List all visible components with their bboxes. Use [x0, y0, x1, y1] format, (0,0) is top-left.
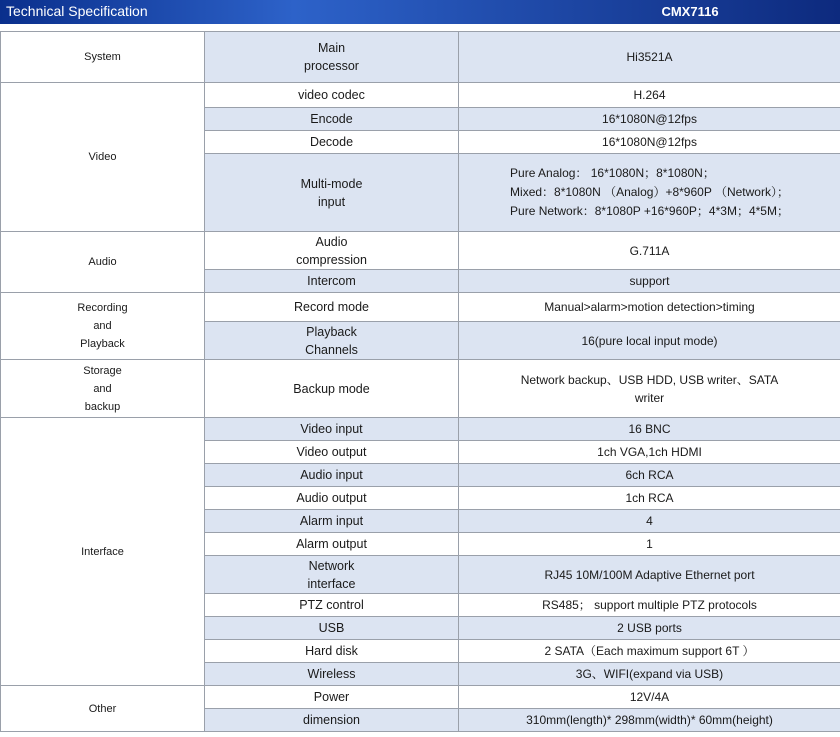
item-cell: Hard disk — [205, 640, 459, 663]
header-title: Technical Specification — [6, 3, 148, 19]
value-cell — [459, 154, 840, 232]
item-cell: Playback Channels — [205, 322, 459, 360]
value-cell: Network backup、USB HDD, USB writer、SATA writer — [459, 360, 840, 418]
value-cell: 1ch RCA — [459, 487, 840, 510]
item-cell: Alarm input — [205, 510, 459, 533]
item-cell: Intercom — [205, 270, 459, 293]
value-cell: RS485； support multiple PTZ protocols — [459, 594, 840, 617]
value-cell: H.264 — [459, 83, 840, 108]
value-cell: 12V/4A — [459, 686, 840, 709]
item-cell: Backup mode — [205, 360, 459, 418]
value-cell: Hi3521A — [459, 32, 840, 83]
spec-table — [0, 31, 840, 732]
item-cell: video codec — [205, 83, 459, 108]
table-row — [1, 32, 840, 83]
value-cell: RJ45 10M/100M Adaptive Ethernet port — [459, 556, 840, 594]
item-cell: Alarm output — [205, 533, 459, 556]
item-cell: Encode — [205, 108, 459, 131]
item-cell: Video output — [205, 441, 459, 464]
table-row — [1, 293, 840, 322]
item-cell: Power — [205, 686, 459, 709]
item-cell: Audio output — [205, 487, 459, 510]
item-cell: USB — [205, 617, 459, 640]
value-cell: 16 BNC — [459, 418, 840, 441]
multi-mode-line: Mixed：8*1080N （Analog）+8*960P （Network）； — [510, 185, 789, 199]
value-cell: 16(pure local input mode) — [459, 322, 840, 360]
item-cell: Video input — [205, 418, 459, 441]
category-cell: Storage and backup — [1, 360, 205, 418]
item-cell: Audio input — [205, 464, 459, 487]
value-cell: 16*1080N@12fps — [459, 131, 840, 154]
item-cell: PTZ control — [205, 594, 459, 617]
item-cell: Main processor — [205, 32, 459, 83]
value-cell: 1 — [459, 533, 840, 556]
category-cell: Other — [1, 686, 205, 732]
item-cell: Network interface — [205, 556, 459, 594]
multi-mode-line: Pure Network：8*1080P +16*960P；4*3M；4*5M； — [510, 204, 789, 218]
table-row — [1, 360, 840, 418]
table-row — [1, 686, 840, 709]
value-cell: 1ch VGA,1ch HDMI — [459, 441, 840, 464]
value-cell: 3G、WIFI(expand via USB) — [459, 663, 840, 686]
model-name: CMX7116 — [661, 4, 719, 19]
value-cell: 4 — [459, 510, 840, 533]
item-cell: Record mode — [205, 293, 459, 322]
header-bar — [0, 0, 840, 24]
category-cell: System — [1, 32, 205, 83]
table-row — [1, 232, 840, 270]
item-cell: Multi-mode input — [205, 154, 459, 232]
item-cell: Audio compression — [205, 232, 459, 270]
multi-mode-line: Pure Analog： 16*1080N；8*1080N； — [510, 166, 715, 180]
value-cell: 16*1080N@12fps — [459, 108, 840, 131]
item-cell: Decode — [205, 131, 459, 154]
category-cell: Interface — [1, 418, 205, 686]
value-cell: 6ch RCA — [459, 464, 840, 487]
value-cell: Manual>alarm>motion detection>timing — [459, 293, 840, 322]
table-row — [1, 83, 840, 108]
category-cell: Audio — [1, 232, 205, 293]
value-cell: G.711A — [459, 232, 840, 270]
value-cell: 2 USB ports — [459, 617, 840, 640]
value-cell: 2 SATA（Each maximum support 6T ） — [459, 640, 840, 663]
value-cell: support — [459, 270, 840, 293]
category-cell: Video — [1, 83, 205, 232]
value-cell: 310mm(length)* 298mm(width)* 60mm(height) — [459, 709, 840, 732]
category-cell: Recording and Playback — [1, 293, 205, 360]
item-cell: dimension — [205, 709, 459, 732]
table-row — [1, 418, 840, 441]
item-cell: Wireless — [205, 663, 459, 686]
